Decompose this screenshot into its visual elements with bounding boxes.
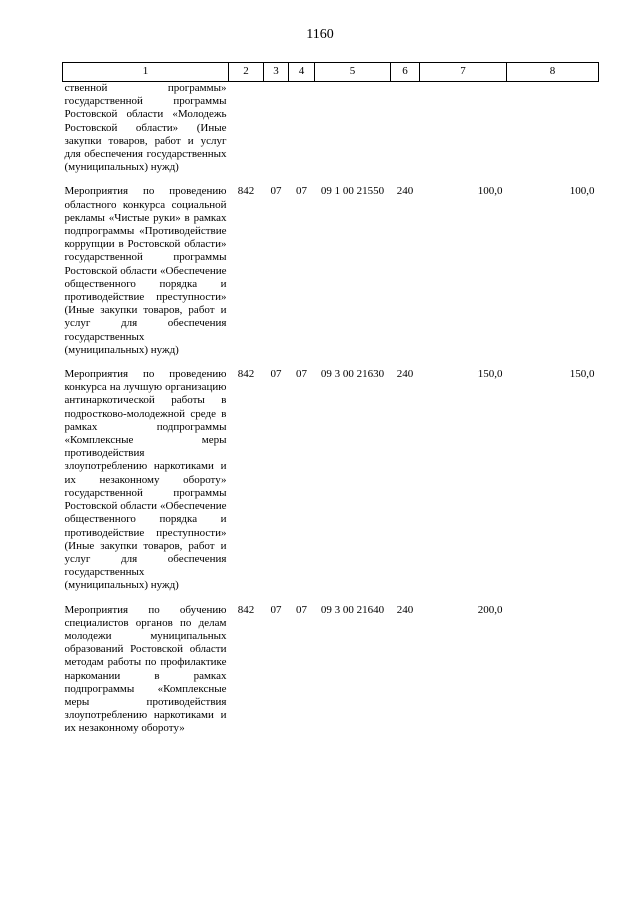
budget-table	[62, 62, 599, 744]
row-col8: 150,0	[569, 368, 595, 381]
row-col7: 150,0	[477, 368, 503, 381]
row-col4: 07	[296, 185, 307, 198]
page-number: 1160	[306, 27, 334, 42]
column-header-3: 3	[264, 63, 289, 82]
row-col5	[315, 82, 391, 183]
row-col8: 100,0	[569, 185, 595, 198]
row-col8	[507, 601, 599, 744]
column-header-2: 2	[229, 63, 264, 82]
table-row	[63, 365, 599, 600]
row-col5: 09 1 00 21550	[320, 185, 385, 198]
row-col6: 240	[396, 368, 414, 381]
row-col5: 09 3 00 21630	[320, 368, 385, 381]
row-col4: 07	[296, 368, 307, 381]
row-col6	[391, 82, 420, 183]
column-header-8: 8	[507, 63, 599, 82]
row-description: Мероприятия по обучению специалистов органов по делам молодежи муниципальных образований Ростовской области методам работы по профилактике наркомании в рамках подпрограммы «Комплексные меры противодействия злоупотреблению наркотиками и их незаконному обороту»	[64, 603, 227, 735]
row-col2: 842	[237, 185, 255, 198]
row-col6: 240	[396, 185, 414, 198]
row-col3	[264, 82, 289, 183]
column-header-6: 6	[391, 63, 420, 82]
row-col7: 100,0	[477, 185, 503, 198]
row-col3: 07	[270, 603, 282, 616]
row-col3: 07	[270, 185, 282, 198]
row-col6: 240	[396, 603, 414, 616]
row-col2	[229, 82, 264, 183]
row-description: ственной программы» государственной программы Ростовской области «Молодежь Ростовской области» (Иные закупки товаров, работ и услуг для обеспечения государственных (муниципальных) нужд)	[64, 82, 227, 174]
row-col4: 07	[296, 603, 307, 616]
table-row	[63, 182, 599, 365]
row-col7	[420, 82, 507, 183]
row-col5: 09 3 00 21640	[320, 603, 385, 616]
table-row	[63, 82, 599, 183]
column-header-4: 4	[289, 63, 315, 82]
row-col7: 200,0	[477, 603, 503, 616]
row-col2: 842	[237, 368, 255, 381]
row-description: Мероприятия по проведению областного конкурса социальной рекламы «Чистые руки» в рамках подпрограммы «Противодействие коррупции в Ростовской области» государственной программы Ростовской области «Обеспечение общественного порядка и противодействие преступности» (Иные закупки товаров, работ и услуг для обеспечения государственных (муниципальных) нужд)	[64, 185, 227, 356]
row-col4	[289, 82, 315, 183]
row-description: Мероприятия по проведению конкурса на лучшую организацию антинаркотической работы в подростково-молодежной среде в рамках подпрограммы «Комплексные меры противодействия злоупотреблению наркотиками и их незаконному обороту» государственной программы Ростовской области «Обеспечение общественного порядка и противодействие преступности» (Иные закупки товаров, работ и услуг для обеспечения государственных (муниципальных) нужд)	[64, 368, 227, 592]
column-header-5: 5	[315, 63, 391, 82]
row-col3: 07	[270, 368, 282, 381]
table-header	[63, 63, 599, 82]
row-col8	[507, 82, 599, 183]
row-col2: 842	[237, 603, 255, 616]
column-header-7: 7	[420, 63, 507, 82]
table-row	[63, 601, 599, 744]
column-header-1: 1	[63, 63, 229, 82]
